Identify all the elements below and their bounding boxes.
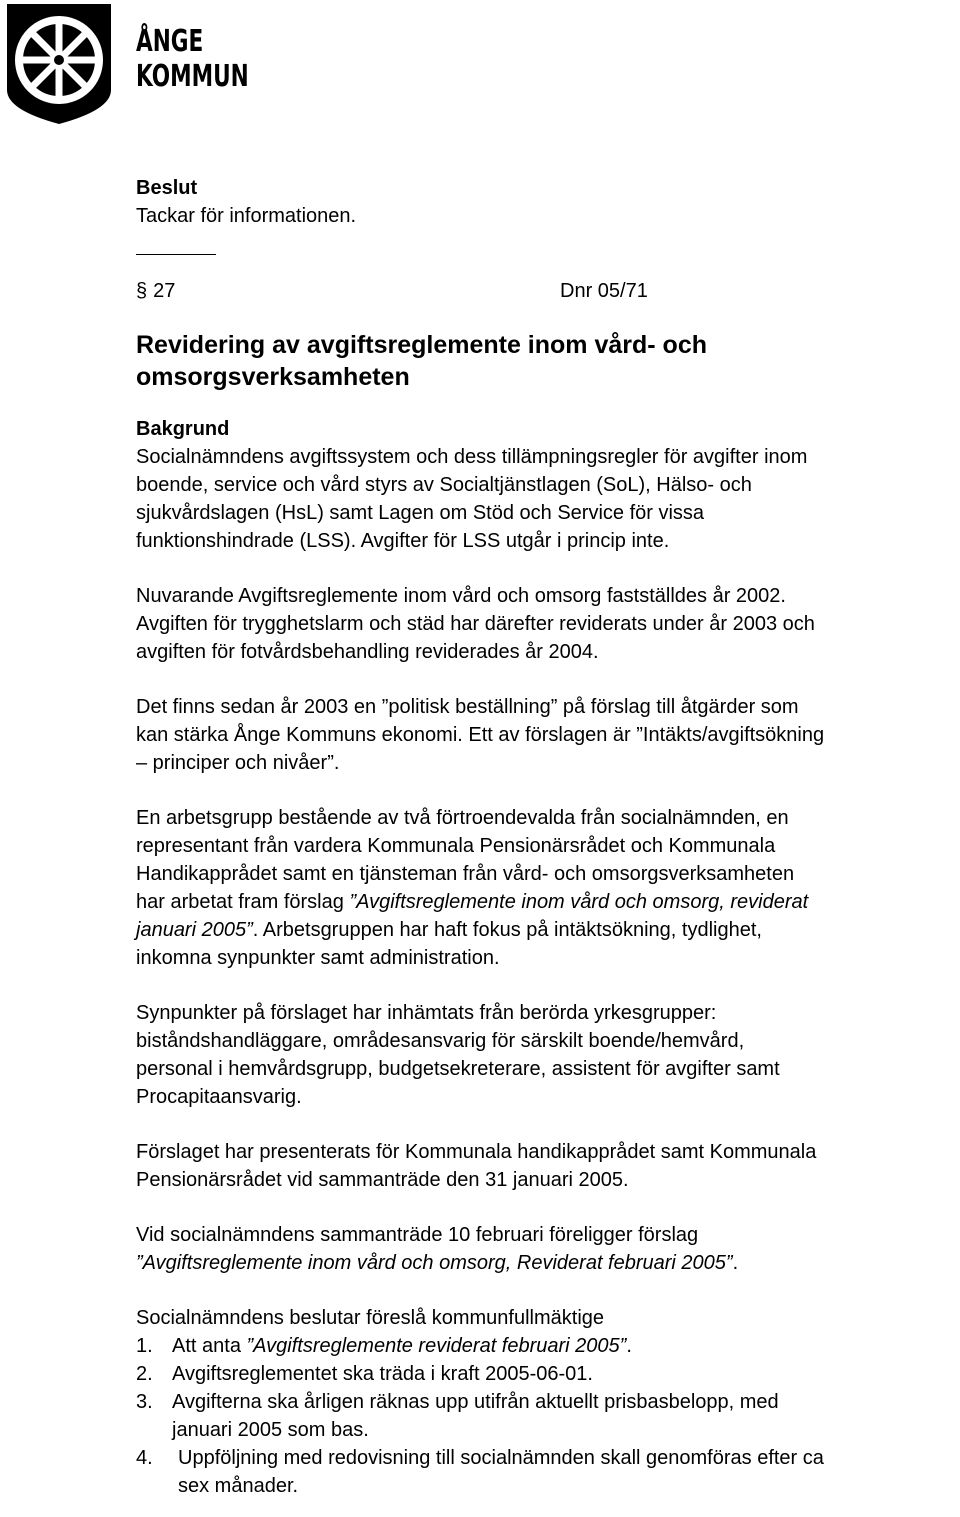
paragraph-header — [136, 277, 958, 305]
list-number: 3. — [136, 1391, 153, 1413]
text-span: Att anta — [172, 1335, 247, 1357]
background-paragraph-2 — [136, 582, 958, 666]
document-reference: januari 2005” — [136, 919, 253, 941]
text-line: Procapitaansvarig. — [136, 1086, 302, 1108]
text-line: biståndshandläggare, områdesansvarig för särskilt boende/hemvård, — [136, 1030, 745, 1052]
ange-kommun-logo — [4, 2, 114, 126]
text-line: representant från vardera Kommunala Pensionärsrådet och Kommunala — [136, 835, 776, 857]
list-item — [136, 1388, 958, 1444]
background-heading: Bakgrund — [136, 418, 230, 440]
previous-decision-heading: Beslut — [136, 177, 198, 199]
text-line: Det finns sedan år 2003 en ”politisk beställning” på förslag till åtgärder som — [136, 696, 799, 718]
document-title — [136, 329, 958, 393]
proposal-list — [136, 1332, 958, 1500]
text-line — [136, 888, 958, 916]
text-line: Förslaget har presenterats för Kommunala handikapprådet samt Kommunala — [136, 1141, 817, 1163]
text-span: . — [626, 1335, 632, 1357]
list-text — [178, 1444, 824, 1500]
text-line: Avgiften för trygghetslarm och städ har därefter reviderats under år 2003 och — [136, 613, 815, 635]
text-line: sex månader. — [178, 1475, 299, 1497]
text-line: Vid socialnämndens sammanträde 10 februari föreligger förslag — [136, 1224, 699, 1246]
text-line: januari 2005 som bas. — [172, 1419, 369, 1441]
list-item — [136, 1444, 958, 1500]
text-line: boende, service och vård styrs av Socialtjänstlagen (SoL), Hälso- och — [136, 474, 752, 496]
document-reference: ”Avgiftsreglemente inom vård och omsorg, reviderat — [349, 891, 809, 913]
text-line: Pensionärsrådet vid sammanträde den 31 januari 2005. — [136, 1169, 629, 1191]
list-text — [172, 1388, 779, 1444]
previous-decision-text: Tackar för informationen. — [136, 205, 357, 227]
text-line: funktionshindrade (LSS). Avgifter för LSS utgår i princip inte. — [136, 530, 670, 552]
list-text — [172, 1332, 632, 1360]
text-line: Synpunkter på förslaget har inhämtats från berörda yrkesgrupper: — [136, 1002, 717, 1024]
text-line: inkomna synpunkter samt administration. — [136, 947, 500, 969]
document-reference: ”Avgiftsreglemente reviderat februari 2005” — [246, 1335, 627, 1357]
text-line: – principer och nivåer”. — [136, 752, 340, 774]
logo-line-kommun: KOMMUN — [136, 59, 249, 94]
background-paragraph-5 — [136, 999, 958, 1111]
logo-wordmark — [136, 24, 249, 94]
document-body — [136, 174, 958, 1500]
text-span: . — [732, 1252, 739, 1274]
text-line: avgiften för fotvårdsbehandling reviderades år 2004. — [136, 641, 599, 663]
background-paragraph-6 — [136, 1138, 958, 1194]
text-line: Handikapprådet samt en tjänsteman från vård- och omsorgsverksamheten — [136, 863, 795, 885]
paragraph-number: 27 — [153, 280, 176, 302]
list-text: Avgiftsreglementet ska träda i kraft 2005-06-01. — [172, 1363, 593, 1385]
municipal-shield-icon — [4, 2, 114, 126]
text-line: sjukvårdslagen (HsL) samt Lagen om Stöd och Service för vissa — [136, 502, 705, 524]
paragraph-symbol: § — [136, 280, 148, 302]
section-separator — [136, 254, 216, 255]
text-line: personal i hemvårdsgrupp, budgetsekreterare, assistent för avgifter samt — [136, 1058, 780, 1080]
list-item — [136, 1332, 958, 1360]
logo-line-ange: ÅNGE — [136, 24, 204, 59]
text-line — [136, 916, 958, 944]
dnr-reference: Dnr 05/71 — [560, 280, 648, 302]
text-line — [136, 1249, 958, 1277]
text-line: Socialnämndens avgiftssystem och dess tillämpningsregler för avgifter inom — [136, 446, 808, 468]
background-paragraph-4 — [136, 804, 958, 972]
background-paragraph-3 — [136, 693, 958, 777]
proposal-intro: Socialnämndens beslutar föreslå kommunfullmäktige — [136, 1307, 605, 1329]
background-paragraph-1 — [136, 443, 958, 555]
text-line: Nuvarande Avgiftsreglemente inom vård och omsorg fastställdes år 2002. — [136, 585, 786, 607]
background-paragraph-7 — [136, 1221, 958, 1277]
text-line: Uppföljning med redovisning till socialnämnden skall genomföras efter ca — [178, 1447, 824, 1469]
text-span: har arbetat fram förslag — [136, 891, 350, 913]
list-number: 1. — [136, 1335, 153, 1357]
title-line: Revidering av avgiftsreglemente inom vård- och — [136, 331, 707, 359]
text-line: En arbetsgrupp bestående av två förtroendevalda från socialnämnden, en — [136, 807, 789, 829]
list-number: 2. — [136, 1363, 153, 1385]
list-item — [136, 1360, 958, 1388]
title-line: omsorgsverksamheten — [136, 363, 410, 391]
list-number: 4. — [136, 1447, 153, 1469]
text-span: . Arbetsgruppen har haft fokus på intäktsökning, tydlighet, — [252, 919, 762, 941]
text-line: Avgifterna ska årligen räknas upp utifrån aktuellt prisbasbelopp, med — [172, 1391, 779, 1413]
text-line: kan stärka Ånge Kommuns ekonomi. Ett av förslagen är ”Intäkts/avgiftsökning — [136, 724, 825, 746]
document-reference: ”Avgiftsreglemente inom vård och omsorg, Reviderat februari 2005” — [136, 1252, 733, 1274]
